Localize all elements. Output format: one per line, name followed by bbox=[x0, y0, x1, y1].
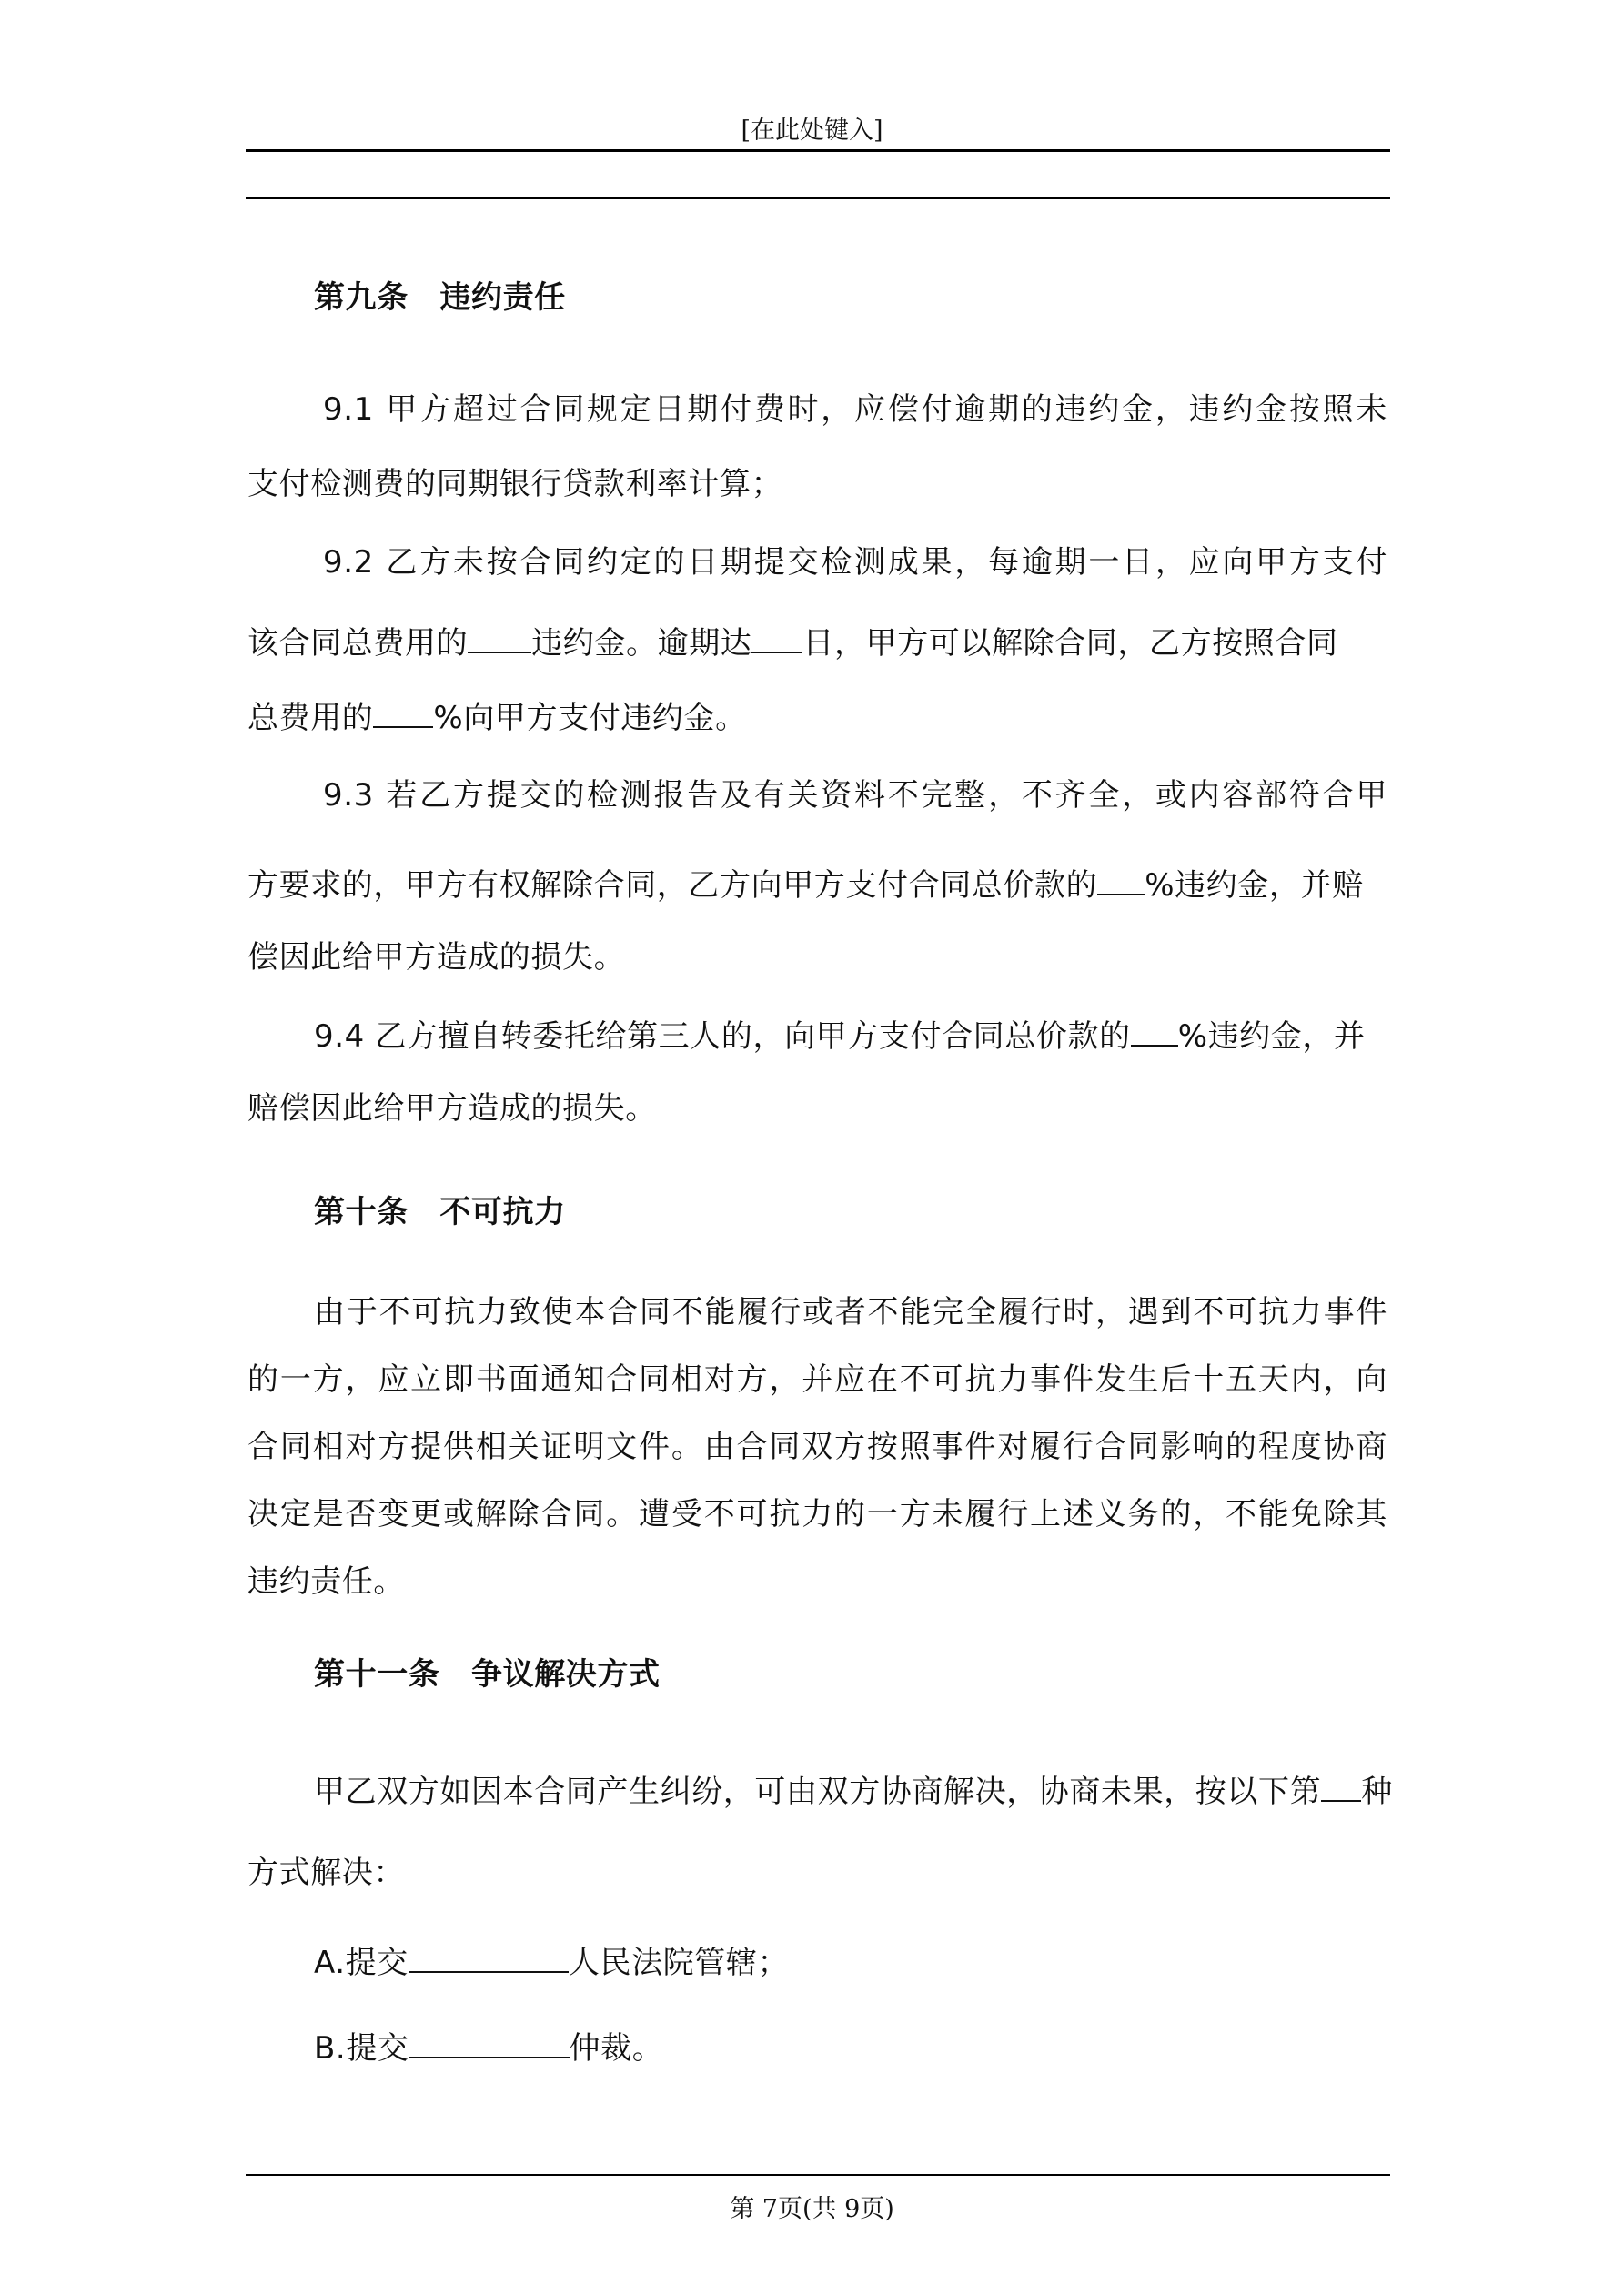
blank-field[interactable] bbox=[751, 619, 802, 653]
option-b-text-a: B.提交 bbox=[314, 2030, 409, 2067]
blank-field[interactable] bbox=[1131, 1012, 1178, 1047]
footer-rule bbox=[246, 2174, 1390, 2176]
section-10-line-2: 的一方，应立即书面通知合同相对方，并应在不可抗力事件发生后十五天内，向 bbox=[247, 1361, 1387, 1398]
clause-9-2-text-a: 该合同总费用的 bbox=[247, 625, 469, 662]
option-a bbox=[314, 1938, 789, 1983]
section-9-heading: 第九条 违约责任 bbox=[314, 279, 566, 316]
blank-field[interactable] bbox=[409, 2024, 570, 2058]
section-10-heading: 第十条 不可抗力 bbox=[314, 1194, 566, 1230]
section-11-text-a: 甲乙双方如因本合同产生纠纷，可由双方协商解决，协商未果，按以下第 bbox=[314, 1774, 1322, 1810]
clause-9-2-text-e: %向甲方支付违约金。 bbox=[433, 700, 747, 736]
section-10-line-3: 合同相对方提供相关证明文件。由合同双方按照事件对履行合同影响的程度协商 bbox=[247, 1429, 1387, 1465]
section-11-text-b: 种 bbox=[1361, 1774, 1393, 1810]
clause-9-1-line-2: 支付检测费的同期银行贷款利率计算； bbox=[247, 466, 783, 502]
option-a-text-b: 人民法院管辖； bbox=[568, 1945, 790, 1981]
section-10-line-5: 违约责任。 bbox=[247, 1563, 405, 1600]
section-11-heading: 第十一条 争议解决方式 bbox=[314, 1656, 661, 1693]
clause-9-3-line-2 bbox=[247, 861, 1364, 905]
blank-field[interactable] bbox=[1321, 1767, 1361, 1802]
clause-9-3-text-b: %违约金，并赔 bbox=[1145, 867, 1364, 904]
option-b-text-b: 仲裁。 bbox=[569, 2030, 664, 2067]
option-a-text-a: A.提交 bbox=[314, 1945, 409, 1981]
blank-field[interactable] bbox=[409, 1938, 569, 1973]
section-10-line-1: 由于不可抗力致使本合同不能履行或者不能完全履行时，遇到不可抗力事件 bbox=[314, 1294, 1387, 1330]
clause-9-3-text-a: 方要求的，甲方有权解除合同，乙方向甲方支付合同总价款的 bbox=[247, 867, 1098, 904]
clause-9-3-line-3: 偿因此给甲方造成的损失。 bbox=[247, 939, 626, 976]
section-11-line-1 bbox=[314, 1767, 1393, 1812]
blank-field[interactable] bbox=[373, 693, 433, 728]
clause-9-2-line-1: 9.2 乙方未按合同约定的日期提交检测成果，每逾期一日，应向甲方支付 bbox=[323, 544, 1387, 581]
section-11-line-2: 方式解决： bbox=[247, 1855, 405, 1891]
clause-9-4-line-2: 赔偿因此给甲方造成的损失。 bbox=[247, 1090, 657, 1127]
clause-9-2-line-2 bbox=[247, 619, 1338, 663]
clause-9-4-text-b: %违约金，并 bbox=[1177, 1018, 1366, 1055]
section-10-line-4: 决定是否变更或解除合同。遭受不可抗力的一方未履行上述义务的，不能免除其 bbox=[247, 1496, 1387, 1532]
page-number: 第 7页(共 9页) bbox=[730, 2195, 894, 2223]
clause-9-2-text-c: 日，甲方可以解除合同，乙方按照合同 bbox=[802, 625, 1338, 662]
clause-9-3-line-1: 9.3 若乙方提交的检测报告及有关资料不完整，不齐全，或内容部符合甲 bbox=[323, 777, 1387, 814]
header-placeholder: [在此处键入] bbox=[741, 116, 883, 145]
clause-9-2-text-b: 违约金。逾期达 bbox=[531, 625, 752, 662]
clause-9-1-line-1: 9.1 甲方超过合同规定日期付费时，应偿付逾期的违约金，违约金按照未 bbox=[323, 391, 1387, 428]
option-b bbox=[314, 2024, 663, 2068]
clause-9-2-line-3 bbox=[247, 693, 747, 738]
clause-9-4-text-a: 9.4 乙方擅自转委托给第三人的，向甲方支付合同总价款的 bbox=[314, 1018, 1131, 1055]
blank-field[interactable] bbox=[468, 619, 531, 653]
blank-field[interactable] bbox=[1097, 861, 1145, 895]
clause-9-2-text-d: 总费用的 bbox=[247, 700, 374, 736]
clause-9-4-line-1 bbox=[314, 1012, 1366, 1057]
